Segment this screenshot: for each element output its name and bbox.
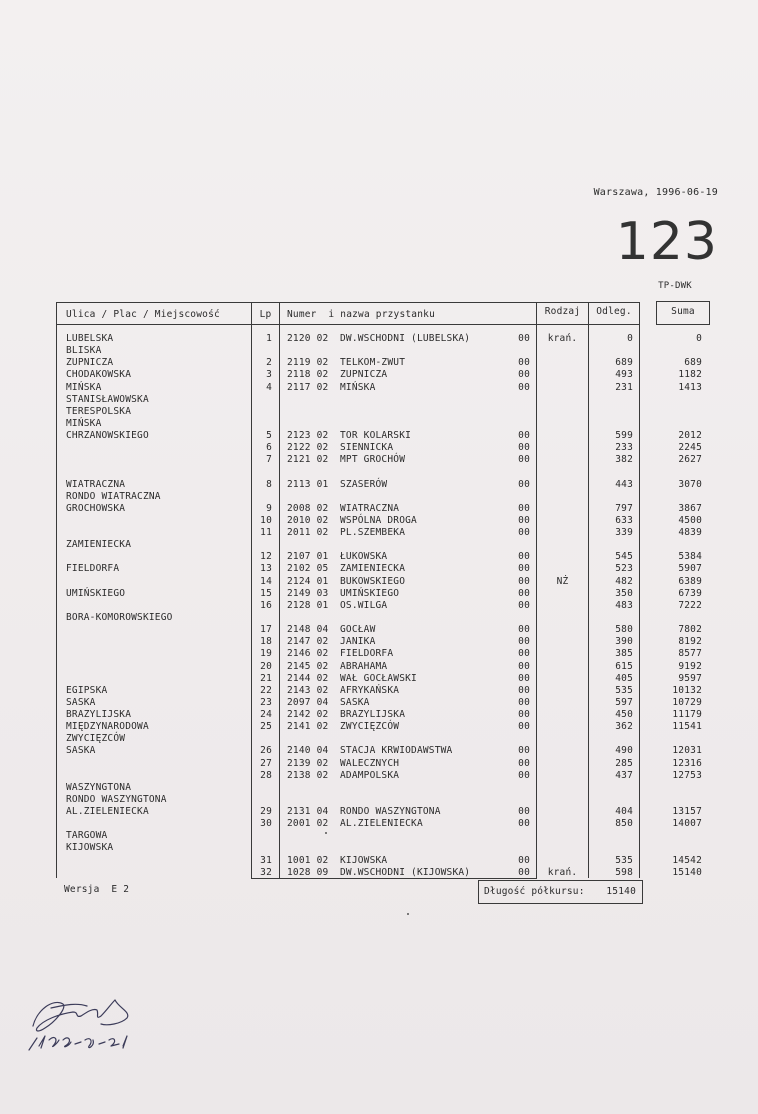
row-sum: 1413 <box>678 381 702 393</box>
row-stop-number: 2124 01 <box>287 575 329 587</box>
row-sum: 10132 <box>672 684 702 696</box>
row-sum: 9192 <box>678 660 702 672</box>
row-stop-number: 2097 04 <box>287 696 329 708</box>
row-stop-name: WIATRACZNA <box>340 502 400 514</box>
row-stop-name: WAŁ GOCŁAWSKI <box>340 672 417 684</box>
row-sum: 15140 <box>672 866 702 878</box>
row-code: 00 <box>518 333 530 344</box>
row-distance: 850 <box>615 818 633 830</box>
row-code: 00 <box>518 575 530 587</box>
street-name: SASKA <box>66 696 96 708</box>
row-code: 00 <box>518 478 530 490</box>
row-stop-number: 2138 02 <box>287 769 329 781</box>
row-stop-number: 2102 05 <box>287 563 329 575</box>
row-stop-number: 2117 02 <box>287 381 329 393</box>
row-lp: 21 <box>260 672 272 684</box>
speck <box>407 913 409 915</box>
row-distance: 231 <box>615 381 633 393</box>
row-distance: 580 <box>615 624 633 636</box>
street-name: BRAZYLIJSKA <box>66 709 132 721</box>
row-stop-name: KIJOWSKA <box>340 854 388 866</box>
row-stop-name: BUKOWSKIEGO <box>340 575 406 587</box>
row-sum: 8192 <box>678 636 702 648</box>
row-sum: 10729 <box>672 696 702 708</box>
row-stop-name: MIŃSKA <box>340 381 376 393</box>
row-distance: 0 <box>627 333 633 344</box>
street-name: AL.ZIELENIECKA <box>66 806 149 818</box>
street-name: WIATRACZNA <box>66 478 126 490</box>
row-stop-number: 2140 04 <box>287 745 329 757</box>
street-name: MIĘDZYNARODOWA <box>66 721 149 733</box>
handwritten-signature <box>15 988 165 1062</box>
row-stop-number: 2118 02 <box>287 369 329 381</box>
row-code: 00 <box>518 502 530 514</box>
row-stop-name: SIENNICKA <box>340 442 394 454</box>
row-stop-number: 2008 02 <box>287 502 329 514</box>
row-sum: 9597 <box>678 672 702 684</box>
street-name: EGIPSKA <box>66 684 108 696</box>
row-stop-number: 2011 02 <box>287 527 329 539</box>
row-stop-number: 1001 02 <box>287 854 329 866</box>
row-sum: 1182 <box>678 369 702 381</box>
header-type: Rodzaj <box>544 306 581 317</box>
row-stop-number: 2131 04 <box>287 806 329 818</box>
row-distance: 233 <box>615 442 633 454</box>
row-code: 00 <box>518 709 530 721</box>
row-lp: 27 <box>260 757 272 769</box>
document-date: Warszawa, 1996-06-19 <box>593 187 718 198</box>
row-lp: 16 <box>260 599 272 611</box>
row-stop-name: WALECZNYCH <box>340 757 400 769</box>
row-distance: 450 <box>615 709 633 721</box>
row-sum: 7802 <box>678 624 702 636</box>
row-lp: 7 <box>266 454 272 466</box>
row-lp: 19 <box>260 648 272 660</box>
table-left-border <box>56 302 57 878</box>
street-name: FIELDORFA <box>66 563 120 575</box>
row-sum: 14542 <box>672 854 702 866</box>
row-lp: 4 <box>266 381 272 393</box>
row-stop-number: 2123 02 <box>287 430 329 442</box>
row-distance: 535 <box>615 684 633 696</box>
row-lp: 13 <box>260 563 272 575</box>
street-name: MIŃSKA <box>66 417 102 429</box>
row-code: 00 <box>518 818 530 830</box>
street-name: TERESPOLSKA <box>66 405 132 417</box>
row-stop-number: 2121 02 <box>287 454 329 466</box>
row-distance: 490 <box>615 745 633 757</box>
row-stop-name: FIELDORFA <box>340 648 394 660</box>
route-code: TP-DWK <box>658 281 692 291</box>
row-stop-number: 2139 02 <box>287 757 329 769</box>
row-lp: 25 <box>260 721 272 733</box>
street-name: KIJOWSKA <box>66 842 114 854</box>
row-code: 00 <box>518 454 530 466</box>
row-stop-name: WSPÓLNA DROGA <box>340 514 417 526</box>
row-stop-name: ŁUKOWSKA <box>340 551 388 563</box>
row-sum: 5384 <box>678 551 702 563</box>
street-name: CHODAKOWSKA <box>66 369 132 381</box>
row-sum: 689 <box>684 357 702 369</box>
row-sum: 11179 <box>672 709 702 721</box>
row-lp: 28 <box>260 769 272 781</box>
row-stop-name: ADAMPOLSKA <box>340 769 400 781</box>
row-stop-number: 2141 02 <box>287 721 329 733</box>
row-sum: 0 <box>696 333 702 344</box>
sum-header: Suma <box>671 306 695 317</box>
row-code: 00 <box>518 636 530 648</box>
row-stop-name: OS.WILGA <box>340 599 388 611</box>
row-lp: 9 <box>266 502 272 514</box>
street-name: TARGOWA <box>66 830 108 842</box>
row-sum: 12031 <box>672 745 702 757</box>
header-street: Ulica / Plac / Miejscowość <box>66 309 220 320</box>
row-code: 00 <box>518 660 530 672</box>
row-lp: 12 <box>260 551 272 563</box>
total-length-value: 15140 <box>606 886 636 897</box>
row-lp: 29 <box>260 806 272 818</box>
street-name: CHRZANOWSKIEGO <box>66 430 149 442</box>
row-sum: 11541 <box>672 721 702 733</box>
row-code: 00 <box>518 672 530 684</box>
row-sum: 5907 <box>678 563 702 575</box>
row-code: 00 <box>518 442 530 454</box>
row-distance: 437 <box>615 769 633 781</box>
table-right-border <box>639 302 640 878</box>
street-name: RONDO WASZYNGTONA <box>66 793 167 805</box>
row-distance: 689 <box>615 357 633 369</box>
row-code: 00 <box>518 757 530 769</box>
row-distance: 797 <box>615 502 633 514</box>
row-lp: 17 <box>260 624 272 636</box>
row-sum: 4839 <box>678 527 702 539</box>
street-name: UMIŃSKIEGO <box>66 587 126 599</box>
row-stop-name: DW.WSCHODNI (KIJOWSKA) <box>340 866 471 878</box>
row-stop-number: 2128 01 <box>287 599 329 611</box>
row-type: krań. <box>547 333 578 344</box>
street-name: BORA-KOMOROWSKIEGO <box>66 611 173 623</box>
row-lp: 3 <box>266 369 272 381</box>
row-code: 00 <box>518 624 530 636</box>
row-lp: 1 <box>266 333 272 344</box>
row-distance: 615 <box>615 660 633 672</box>
version-label: Wersja E 2 <box>64 884 130 895</box>
row-stop-number: 2122 02 <box>287 442 329 454</box>
street-name: WASZYNGTONA <box>66 781 132 793</box>
row-stop-name: JANIKA <box>340 636 376 648</box>
row-sum: 12753 <box>672 769 702 781</box>
row-stop-name: UMIŃSKIEGO <box>340 587 400 599</box>
row-distance: 523 <box>615 563 633 575</box>
row-code: 00 <box>518 806 530 818</box>
street-name: MIŃSKA <box>66 381 102 393</box>
row-stop-number: 2107 01 <box>287 551 329 563</box>
row-lp: 6 <box>266 442 272 454</box>
row-lp: 14 <box>260 575 272 587</box>
row-distance: 404 <box>615 806 633 818</box>
signature-drawing <box>15 988 165 1058</box>
row-code: 00 <box>518 769 530 781</box>
row-type: NŻ <box>556 575 569 587</box>
route-number: 123 <box>615 212 718 272</box>
row-stop-name: DW.WSCHODNI (LUBELSKA) <box>340 333 471 344</box>
row-lp: 2 <box>266 357 272 369</box>
row-sum: 12316 <box>672 757 702 769</box>
row-distance: 405 <box>615 672 633 684</box>
street-name: BLISKA <box>66 345 102 357</box>
street-name: GROCHOWSKA <box>66 502 126 514</box>
street-name: RONDO WIATRACZNA <box>66 490 161 502</box>
column-divider-type <box>536 302 537 878</box>
row-distance: 390 <box>615 636 633 648</box>
row-stop-name: TELKOM-ZWUT <box>340 357 406 369</box>
header-distance: Odleg. <box>596 306 632 317</box>
row-code: 00 <box>518 696 530 708</box>
row-stop-number: 2145 02 <box>287 660 329 672</box>
row-distance: 482 <box>615 575 633 587</box>
row-stop-name: AFRYKAŃSKA <box>340 684 400 696</box>
row-lp: 22 <box>260 684 272 696</box>
row-sum: 2012 <box>678 430 702 442</box>
row-code: 00 <box>518 854 530 866</box>
row-stop-name: BRAZYLIJSKA <box>340 709 406 721</box>
row-stop-name: GOCŁAW <box>340 624 376 636</box>
row-distance: 535 <box>615 854 633 866</box>
row-stop-name: ZAMIENIECKA <box>340 563 406 575</box>
row-stop-number: 2119 02 <box>287 357 329 369</box>
row-code: 00 <box>518 599 530 611</box>
street-name: ZWYCIĘZCÓW <box>66 733 126 745</box>
row-lp: 15 <box>260 587 272 599</box>
row-distance: 493 <box>615 369 633 381</box>
row-sum: 7222 <box>678 599 702 611</box>
row-sum: 2627 <box>678 454 702 466</box>
table-top-border <box>56 302 640 303</box>
street-name: STANISŁAWOWSKA <box>66 393 149 405</box>
row-sum: 8577 <box>678 648 702 660</box>
street-name: ZAMIENIECKA <box>66 539 132 551</box>
row-lp: 5 <box>266 430 272 442</box>
row-stop-number: 2146 02 <box>287 648 329 660</box>
row-lp: 23 <box>260 696 272 708</box>
row-lp: 32 <box>260 866 272 878</box>
row-distance: 443 <box>615 478 633 490</box>
row-distance: 285 <box>615 757 633 769</box>
row-lp: 8 <box>266 478 272 490</box>
row-stop-name: ZWYCIĘZCÓW <box>340 721 400 733</box>
row-code: 00 <box>518 563 530 575</box>
row-stop-name: AL.ZIELENIECKA <box>340 818 423 830</box>
row-stop-name: PL.SZEMBEKA <box>340 527 406 539</box>
row-sum: 14007 <box>672 818 702 830</box>
row-code: 00 <box>518 514 530 526</box>
row-stop-number: 2143 02 <box>287 684 329 696</box>
row-sum: 6389 <box>678 575 702 587</box>
row-stop-number: 2148 04 <box>287 624 329 636</box>
row-stop-number: 2113 01 <box>287 478 329 490</box>
row-stop-name: TOR KOLARSKI <box>340 430 412 442</box>
table-header-border <box>56 324 640 325</box>
row-code: 00 <box>518 721 530 733</box>
row-stop-name: RONDO WASZYNGTONA <box>340 806 441 818</box>
street-name: ZUPNICZA <box>66 357 114 369</box>
row-stop-name: SASKA <box>340 696 370 708</box>
row-distance: 339 <box>615 527 633 539</box>
row-distance: 350 <box>615 587 633 599</box>
row-sum: 2245 <box>678 442 702 454</box>
row-code: 00 <box>518 527 530 539</box>
row-stop-name: ZUPNICZA <box>340 369 388 381</box>
row-code: 00 <box>518 551 530 563</box>
row-stop-number: 2142 02 <box>287 709 329 721</box>
row-distance: 597 <box>615 696 633 708</box>
total-length-label: Długość półkursu: <box>484 886 585 897</box>
row-type: krań. <box>547 866 578 878</box>
row-lp: 31 <box>260 854 272 866</box>
row-distance: 598 <box>615 866 633 878</box>
row-distance: 382 <box>615 454 633 466</box>
row-sum: 3867 <box>678 502 702 514</box>
row-distance: 633 <box>615 514 633 526</box>
row-distance: 362 <box>615 721 633 733</box>
header-stop: Numer i nazwa przystanku <box>287 309 435 320</box>
row-code: 00 <box>518 866 530 878</box>
street-name: LUBELSKA <box>66 333 114 344</box>
row-code: 00 <box>518 357 530 369</box>
row-stop-number: 2147 02 <box>287 636 329 648</box>
row-code: 00 <box>518 684 530 696</box>
row-code: 00 <box>518 587 530 599</box>
row-sum: 13157 <box>672 806 702 818</box>
row-lp: 30 <box>260 818 272 830</box>
row-stop-number: 1028 09 <box>287 866 329 878</box>
row-code: 00 <box>518 381 530 393</box>
row-lp: 18 <box>260 636 272 648</box>
row-stop-name: MPT GROCHÓW <box>340 454 406 466</box>
row-stop-name: ABRAHAMA <box>340 660 388 672</box>
row-lp: 20 <box>260 660 272 672</box>
row-sum: 3070 <box>678 478 702 490</box>
row-code: 00 <box>518 745 530 757</box>
street-name: SASKA <box>66 745 96 757</box>
row-lp: 11 <box>260 527 272 539</box>
row-stop-number: 2144 02 <box>287 672 329 684</box>
row-stop-number: 2001 02 <box>287 818 329 830</box>
row-stop-number: 2149 03 <box>287 587 329 599</box>
row-code: 00 <box>518 430 530 442</box>
row-stop-number: 2010 02 <box>287 514 329 526</box>
header-lp: Lp <box>259 309 272 320</box>
row-stop-name: STACJA KRWIODAWSTWA <box>340 745 453 757</box>
row-stop-name: SZASERÓW <box>340 478 388 490</box>
row-distance: 385 <box>615 648 633 660</box>
column-divider-stop <box>279 302 280 878</box>
row-lp: 10 <box>260 514 272 526</box>
row-lp: 24 <box>260 709 272 721</box>
row-code: 00 <box>518 369 530 381</box>
row-sum: 6739 <box>678 587 702 599</box>
row-distance: 599 <box>615 430 633 442</box>
row-distance: 545 <box>615 551 633 563</box>
row-lp: 26 <box>260 745 272 757</box>
row-code: 00 <box>518 648 530 660</box>
row-sum: 4500 <box>678 514 702 526</box>
row-distance: 483 <box>615 599 633 611</box>
speck <box>325 832 327 834</box>
row-stop-number: 2120 02 <box>287 333 329 344</box>
